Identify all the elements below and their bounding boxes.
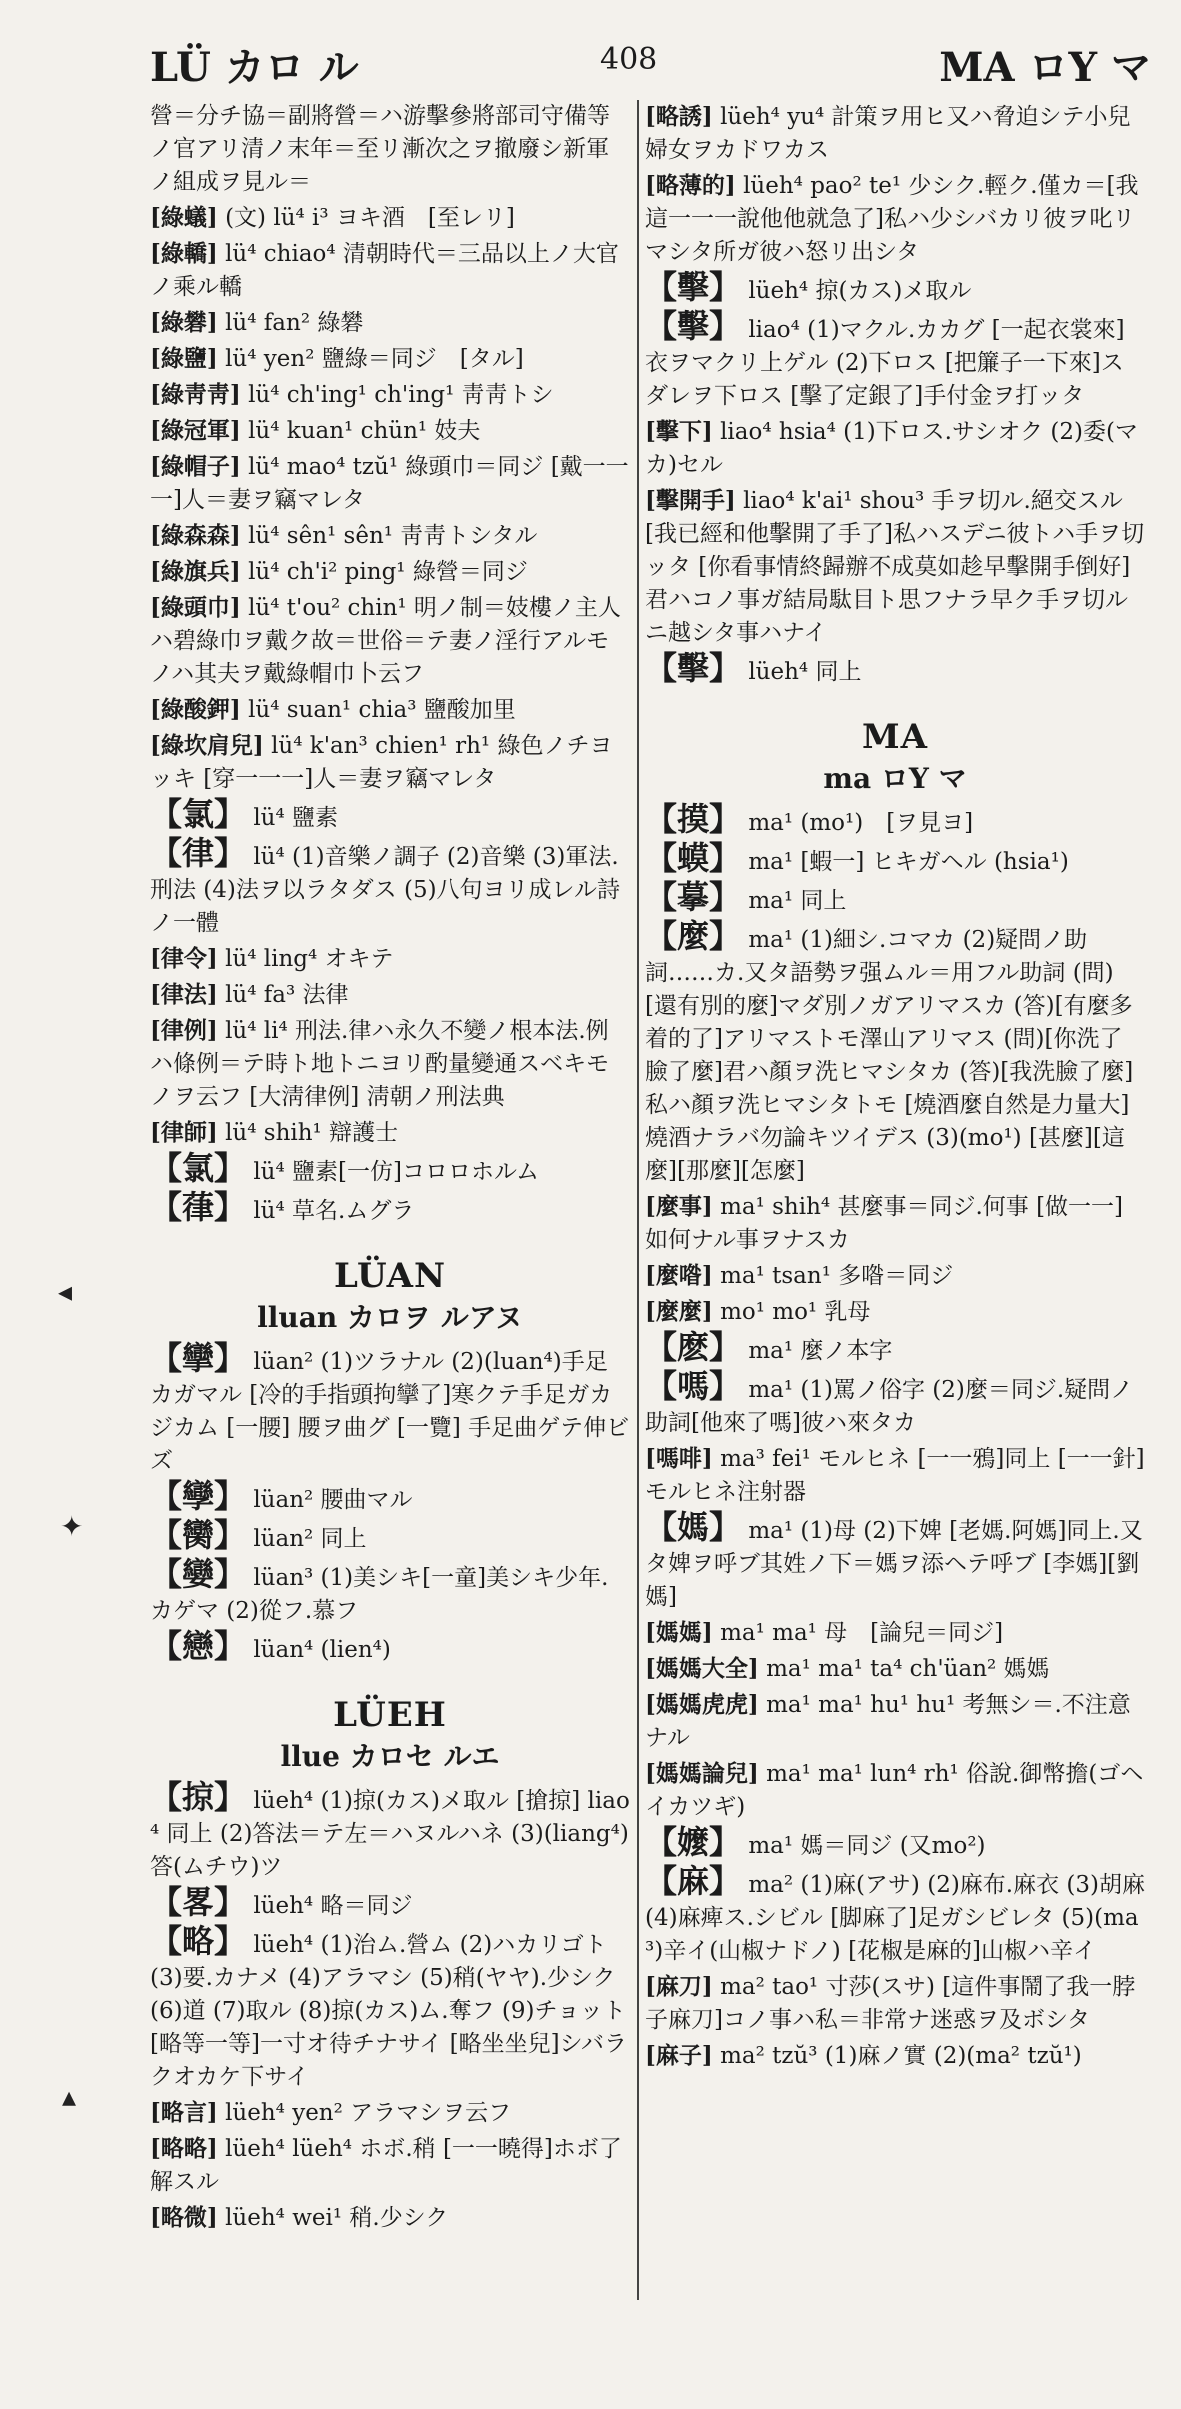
- entry-headword: 【氯】: [150, 795, 247, 833]
- entry-headword: [律師]: [150, 1119, 218, 1146]
- entry-headword: 【畧】: [150, 1883, 247, 1921]
- dictionary-entry: [645, 268, 1145, 308]
- entry-definition: lüeh⁴ 掠(カス)メ取ル: [741, 278, 972, 304]
- entry-headword: 【麽】: [645, 1328, 742, 1366]
- entry-definition: lü⁴ suan¹ chia³ 鹽酸加里: [240, 697, 516, 723]
- dictionary-entry: [150, 1922, 630, 2094]
- entry-headword: [媽媽論兒]: [645, 1760, 759, 1787]
- entry-definition: lüan² 同上: [246, 1526, 367, 1552]
- section-title: LÜEH: [333, 1695, 447, 1735]
- entry-headword: [綠靑靑]: [150, 381, 241, 408]
- dictionary-entry: [150, 693, 630, 727]
- entry-headword: 【葎】: [150, 1188, 247, 1226]
- entry-definition: ma¹ (mo¹) [ヲ見ヨ]: [741, 810, 974, 836]
- entry-definition: lü⁴ 草名.ムグラ: [246, 1198, 415, 1224]
- dictionary-entry: [645, 169, 1145, 269]
- entry-definition: lüan⁴ (lien⁴): [246, 1637, 391, 1663]
- entry-headword: 【氯】: [150, 1149, 247, 1187]
- entry-definition: lüeh⁴ yen² アラマシヲ云フ: [217, 2100, 512, 2126]
- entry-headword: [律法]: [150, 981, 218, 1008]
- dictionary-entry: [150, 2201, 630, 2235]
- entry-definition: lüeh⁴ pao² te¹ 少シク.輕ク.僅カ＝[我這一一一說他他就急了]私ハ少シバカリ彼ヲ叱リマシタ所ガ彼ハ怒リ出シタ: [645, 173, 1139, 265]
- entry-definition: lü⁴ 鹽素[一仿]コロロホルム: [246, 1159, 540, 1185]
- entry-definition: ma² (1)麻(アサ) (2)麻布.麻衣 (3)胡麻 (4)麻痺ス.シビル [脚麻了]足ガシビレタ (5)(ma³)辛イ(山椒ナドノ) [花椒是麻的]山椒ハ辛イ: [645, 1872, 1145, 1964]
- dictionary-entry: [645, 917, 1145, 1188]
- entry-headword: [略言]: [150, 2099, 218, 2126]
- entry-definition: lü⁴ fa³ 法律: [217, 982, 349, 1008]
- dictionary-entry: [645, 100, 1145, 167]
- entry-headword: [綠轎]: [150, 240, 218, 267]
- entry-definition: lü⁴ li⁴ 刑法.律ハ永久不變ノ根本法.例ハ條例＝テ時ト地トニヨリ酌量變通スベキモノヲ云フ [大淸律例] 淸朝ノ刑法典: [150, 1018, 610, 1110]
- entry-headword: [略略]: [150, 2135, 218, 2162]
- section-romanization: ma ロY マ: [823, 762, 967, 795]
- entry-definition: lü⁴ fan² 綠礬: [217, 310, 364, 336]
- entry-definition: ma¹ tsan¹ 多喒＝同ジ: [712, 1263, 954, 1289]
- entry-definition: lüeh⁴ 略＝同ジ: [246, 1893, 413, 1919]
- left-column: [150, 100, 630, 2237]
- dictionary-entry: [150, 414, 630, 448]
- dictionary-entry: [150, 519, 630, 553]
- entry-definition: ma¹ ma¹ lun⁴ rh¹ 俗說.御幣擔(ゴヘイカツギ): [645, 1761, 1144, 1820]
- dictionary-entry: [150, 1883, 630, 1923]
- entry-definition: ma¹ (1)細シ.コマカ (2)疑問ノ助詞……カ.又タ語勢ヲ强ムル＝用フル助詞 (問)[還有別的麼]マダ別ノガアリマスカ (答)[有麼多着的了]アリマストモ澤山アリマス (問)[你洗了臉了麼]君ハ顏ヲ洗ヒマシタカ (答)[我洗臉了麼]私ハ顏ヲ洗ヒマシタトモ [燒酒麼自然是力量大]燒酒ナラバ勿論キツイデス (3)(mo¹) [甚麼][這麼][那麼][怎麼]: [645, 927, 1134, 1184]
- entry-headword: 【嗎】: [645, 1367, 742, 1405]
- entry-headword: [略微]: [150, 2204, 218, 2231]
- entry-headword: [綠冠軍]: [150, 417, 241, 444]
- entry-definition: lü⁴ yen² 鹽綠＝同ジ [タル]: [217, 346, 524, 372]
- dictionary-entry: [645, 1367, 1145, 1440]
- entry-definition: lüeh⁴ (1)掠(カス)メ取ル [搶掠] liao⁴ 同上 (2)答法＝テ左＝ハヌルハネ (3)(liang⁴)答(ムチウ)ツ: [150, 1788, 630, 1880]
- dictionary-entry: [645, 1295, 1145, 1329]
- dictionary-entry: [150, 942, 630, 976]
- dictionary-entry: [150, 1014, 630, 1114]
- dictionary-entry: [150, 342, 630, 376]
- dictionary-entry: [645, 1616, 1145, 1650]
- entry-headword: [嗎啡]: [645, 1445, 713, 1472]
- dictionary-entry: [645, 1652, 1145, 1686]
- dictionary-entry: [150, 2132, 630, 2199]
- entry-definition: ma¹ 麼ノ本字: [741, 1338, 893, 1364]
- dictionary-entry: [645, 649, 1145, 689]
- dictionary-entry: [645, 878, 1145, 918]
- entry-headword: [綠蟻]: [150, 204, 218, 231]
- dictionary-entry: [150, 378, 630, 412]
- entry-headword: 【略】: [150, 1922, 247, 1960]
- entry-definition: lüeh⁴ yu⁴ 計策ヲ用ヒ又ハ脅迫シテ小兒婦女ヲカドワカス: [645, 104, 1131, 163]
- entry-definition: mo¹ mo¹ 乳母: [712, 1299, 871, 1325]
- entry-definition: 營＝分チ協＝副將營＝ハ游擊參將部司守備等ノ官アリ清ノ末年＝至リ漸次之ヲ撤廢シ新軍ノ組成ヲ見ル＝: [150, 103, 610, 195]
- entry-headword: [綠鹽]: [150, 345, 218, 372]
- entry-definition: lüeh⁴ 同上: [741, 659, 862, 685]
- dictionary-entry: [150, 1116, 630, 1150]
- entry-headword: 【孿】: [150, 1477, 247, 1515]
- dictionary-entry: [645, 839, 1145, 879]
- entry-definition: lüeh⁴ wei¹ 稍.少シク: [217, 2205, 449, 2231]
- entry-headword: [擊開手]: [645, 487, 736, 514]
- dictionary-entry: [645, 484, 1145, 650]
- dictionary-entry: [150, 555, 630, 589]
- entry-headword: 【擊】: [645, 307, 742, 345]
- entry-headword: 【麻】: [645, 1862, 742, 1900]
- dictionary-entry: [150, 795, 630, 835]
- entry-headword: [略誘]: [645, 103, 713, 130]
- entry-definition: lü⁴ (1)音樂ノ調子 (2)音樂 (3)軍法.刑法 (4)法ヲ以ラタダス (5)八句ヨリ成レル詩ノ一體: [150, 844, 620, 936]
- entry-headword: [擊下]: [645, 418, 713, 445]
- dictionary-entry: [150, 1149, 630, 1189]
- entry-headword: [綠酸鉀]: [150, 696, 241, 723]
- dictionary-entry: [645, 1259, 1145, 1293]
- entry-definition: lü⁴ ch'i² ping¹ 綠營＝同ジ: [240, 559, 528, 585]
- entry-headword: [媽媽]: [645, 1619, 713, 1646]
- entry-definition: lü⁴ t'ou² chin¹ 明ノ制＝妓樓ノ主人ハ碧綠巾ヲ戴ク故＝世俗＝テ妻ノ淫行アルモノハ其夫ヲ戴綠帽巾卜云フ: [150, 595, 621, 687]
- section-heading: [150, 1256, 630, 1336]
- entry-definition: lüeh⁴ (1)治ム.營ム (2)ハカリゴト (3)要.カナメ (4)アラマシ (5)稍(ヤヤ).少シク (6)道 (7)取ル (8)掠(カス)ム.奪フ (9)チョット [略等一等]一寸オ待チナサイ [略坐坐兒]シバラクオカケ下サイ: [150, 1932, 627, 2090]
- entry-definition: lü⁴ kuan¹ chün¹ 妓夫: [240, 418, 481, 444]
- entry-definition: ma¹ 同上: [741, 888, 847, 914]
- entry-definition: ma¹ 媽＝同ジ (又mo²): [741, 1833, 986, 1859]
- entry-headword: [綠頭巾]: [150, 594, 241, 621]
- entry-headword: 【攣】: [150, 1339, 247, 1377]
- dictionary-entry: [645, 307, 1145, 413]
- entry-definition: lü⁴ shih¹ 辯護士: [217, 1120, 399, 1146]
- entry-headword: 【媽】: [645, 1508, 742, 1546]
- entry-headword: [麻子]: [645, 2042, 713, 2069]
- dictionary-entry: [150, 2096, 630, 2130]
- entry-headword: 【摹】: [645, 878, 742, 916]
- dictionary-entry: [150, 591, 630, 691]
- entry-headword: 【麼】: [645, 917, 742, 955]
- entry-headword: [媽媽虎虎]: [645, 1691, 759, 1718]
- entry-headword: [麻刀]: [645, 1973, 713, 2000]
- dictionary-entry: [645, 1970, 1145, 2037]
- entry-headword: [媽媽大全]: [645, 1655, 759, 1682]
- entry-headword: [麼喒]: [645, 1262, 713, 1289]
- entry-headword: 【擊】: [645, 649, 742, 687]
- entry-definition: liao⁴ k'ai¹ shou³ 手ヲ切ル.絕交スル [我已經和他擊開了手了]私ハスデニ彼トハ手ヲ切ッタ [你看事情終歸辦不成莫如趁早擊開手倒好]君ハコノ事ガ結局駄目ト思フナラ早ク手ヲ切ルニ越シタ事ハナイ: [645, 488, 1145, 646]
- entry-definition: ma¹ shih⁴ 甚麼事＝同ジ.何事 [做一一]如何ナル事ヲナスカ: [645, 1194, 1124, 1253]
- entry-headword: 【戀】: [150, 1627, 247, 1665]
- dictionary-entry: [150, 1477, 630, 1517]
- entry-headword: [綠旗兵]: [150, 558, 241, 585]
- entry-definition: lü⁴ mao⁴ tzŭ¹ 綠頭巾＝同ジ [戴一一一]人＝妻ヲ竊マレタ: [150, 454, 629, 513]
- dictionary-entry: [150, 1339, 630, 1478]
- dictionary-entry: [645, 1823, 1145, 1863]
- entry-definition: lü⁴ 鹽素: [246, 805, 339, 831]
- dictionary-entry: [645, 1328, 1145, 1368]
- entry-headword: 【律】: [150, 834, 247, 872]
- entry-definition: ma² tzŭ³ (1)麻ノ實 (2)(ma² tzŭ¹): [712, 2043, 1082, 2069]
- dictionary-entry: [645, 1757, 1145, 1824]
- header-left-guide: LÜ カロ ル: [150, 44, 359, 91]
- entry-headword: [綠坎肩兒]: [150, 732, 264, 759]
- section-heading: [150, 1695, 630, 1775]
- entry-definition: liao⁴ (1)マクル.カカグ [一起衣裳來]衣ヲマクリ上ゲル (2)下ロス [把簾子一下來]スダレヲ下ロス [擊了定銀了]手付金ヲ打ッタ: [645, 317, 1125, 409]
- dictionary-entry: [645, 1442, 1145, 1509]
- dictionary-entry: [645, 1508, 1145, 1614]
- dictionary-entry: [150, 100, 630, 199]
- column-divider: [637, 100, 639, 2300]
- section-romanization: llue カロセ ルエ: [280, 1740, 500, 1773]
- entry-headword: 【摸】: [645, 800, 742, 838]
- entry-definition: ma² tao¹ 寸莎(スサ) [這件事鬧了我一脖子麻刀]コノ事ハ私＝非常ナ迷惑ヲ及ボシタ: [645, 1974, 1136, 2033]
- entry-definition: ma¹ ma¹ hu¹ hu¹ 考無シ＝.不注意ナル: [645, 1692, 1131, 1751]
- entry-definition: ma¹ (1)母 (2)下婢 [老媽.阿媽]同上.又タ婢ヲ呼ブ其姓ノ下＝媽ヲ添ヘテ呼ブ [李媽][劉媽]: [645, 1518, 1143, 1610]
- entry-headword: [略薄的]: [645, 172, 736, 199]
- entry-definition: lü⁴ k'an³ chien¹ rh¹ 綠色ノチヨッキ [穿一一一]人＝妻ヲ竊マレタ: [150, 733, 613, 792]
- entry-definition: lü⁴ ch'ing¹ ch'ing¹ 靑靑トシ: [240, 382, 554, 408]
- header-right-guide: MA ロY マ: [939, 44, 1151, 91]
- margin-mark: ✦: [60, 1510, 84, 1543]
- entry-definition: lüeh⁴ lüeh⁴ ホボ.稍 [一一曉得]ホボ了解スル: [150, 2136, 622, 2195]
- dictionary-entry: [645, 1190, 1145, 1257]
- page-header: [150, 28, 1151, 91]
- entry-definition: lü⁴ ling⁴ オキテ: [217, 946, 394, 972]
- entry-headword: [麼麼]: [645, 1298, 713, 1325]
- entry-definition: lüan² 腰曲マル: [246, 1487, 413, 1513]
- dictionary-entry: [645, 1862, 1145, 1968]
- entry-headword: [麼事]: [645, 1193, 713, 1220]
- entry-definition: ma¹ ma¹ 母 [論兒＝同ジ]: [712, 1620, 1004, 1646]
- entry-headword: [綠帽子]: [150, 453, 241, 480]
- entry-definition: lü⁴ chiao⁴ 清朝時代＝三品以上ノ大官ノ乘ル轎: [150, 241, 619, 300]
- entry-definition: ma³ fei¹ モルヒネ [一一鴉]同上 [一一針]モルヒネ注射器: [645, 1446, 1145, 1505]
- dictionary-entry: [150, 1516, 630, 1556]
- entry-headword: 【掠】: [150, 1778, 247, 1816]
- entry-headword: 【臠】: [150, 1516, 247, 1554]
- entry-definition: ma¹ ma¹ ta⁴ ch'üan² 媽媽: [758, 1656, 1050, 1682]
- entry-definition: ma¹ (1)罵ノ俗字 (2)麼＝同ジ.疑問ノ助詞[他來了嗎]彼ハ來タカ: [645, 1377, 1134, 1436]
- dictionary-entry: [150, 1188, 630, 1228]
- margin-mark: ◂: [58, 1275, 73, 1308]
- entry-definition: liao⁴ hsia⁴ (1)下ロス.サシオク (2)委(マカ)セル: [645, 419, 1138, 478]
- dictionary-entry: [645, 2039, 1145, 2073]
- dictionary-entry: [645, 800, 1145, 840]
- dictionary-entry: [150, 450, 630, 517]
- section-romanization: lluan カロヲ ルアヌ: [257, 1301, 523, 1334]
- dictionary-entry: [150, 1627, 630, 1667]
- dictionary-entry: [150, 729, 630, 796]
- entry-headword: [律令]: [150, 945, 218, 972]
- entry-headword: [綠礬]: [150, 309, 218, 336]
- section-title: LÜAN: [333, 1256, 447, 1296]
- dictionary-entry: [645, 1688, 1145, 1755]
- page-number: 408: [600, 42, 658, 77]
- entry-definition: (文) lü⁴ i³ ヨキ酒 [至レリ]: [217, 205, 515, 231]
- entry-headword: [律例]: [150, 1017, 218, 1044]
- dictionary-entry: [150, 306, 630, 340]
- dictionary-entry: [150, 237, 630, 304]
- entry-headword: 【孌】: [150, 1555, 247, 1593]
- entry-headword: 【嬤】: [645, 1823, 742, 1861]
- dictionary-entry: [150, 201, 630, 235]
- margin-mark: ▴: [62, 2080, 77, 2113]
- entry-definition: lüan² (1)ツラナル (2)(luan⁴)手足カガマル [冷的手指頭拘攣了]寒クテ手足ガカジカム [一腰] 腰ヲ曲グ [一覽] 手足曲ゲテ伸ビズ: [150, 1349, 630, 1474]
- entry-definition: ma¹ [蝦一] ヒキガヘル (hsia¹): [741, 849, 1069, 875]
- dictionary-entry: [645, 415, 1145, 482]
- dictionary-entry: [150, 1778, 630, 1884]
- entry-definition: lü⁴ sên¹ sên¹ 靑靑トシタル: [240, 523, 538, 549]
- dictionary-entry: [150, 1555, 630, 1628]
- section-heading: [645, 717, 1145, 797]
- dictionary-entry: [150, 834, 630, 940]
- section-title: MA: [861, 717, 928, 757]
- right-column: [645, 100, 1145, 2075]
- dictionary-entry: [150, 978, 630, 1012]
- entry-definition: lüan³ (1)美シキ[一童]美シキ少年.カゲマ (2)從フ.慕フ: [150, 1565, 609, 1624]
- entry-headword: [綠森森]: [150, 522, 241, 549]
- entry-headword: 【擊】: [645, 268, 742, 306]
- entry-headword: 【蟆】: [645, 839, 742, 877]
